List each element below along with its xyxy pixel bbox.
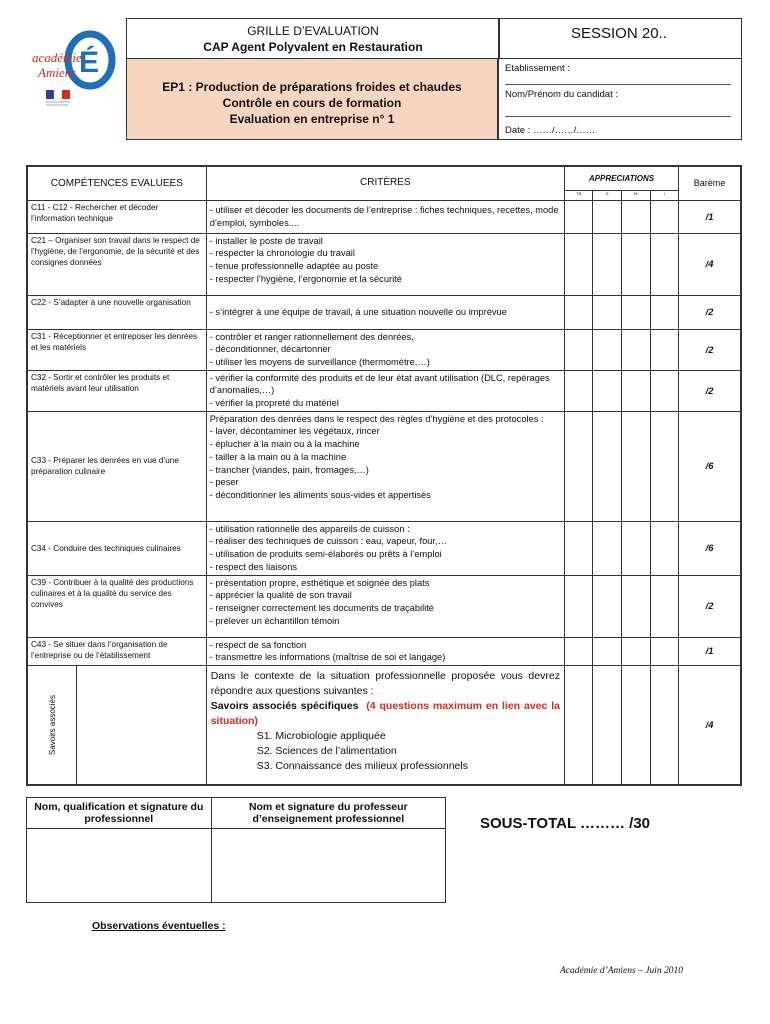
app-cell[interactable]	[593, 637, 622, 665]
criteria-cell	[206, 411, 564, 521]
criteria-line: - respecter la chronologie du travail	[209, 248, 355, 259]
app-cell[interactable]	[564, 329, 593, 370]
ep1-box	[126, 58, 498, 140]
bareme-cell: /2	[679, 370, 741, 411]
criteria-cell	[206, 329, 564, 370]
controle-title: Contrôle en cours de formation	[222, 96, 402, 110]
criteria-row	[27, 411, 741, 521]
criteria-line: - trancher (viandes, pain, fromages,…)	[209, 464, 369, 475]
ep1-title: EP1 : Production de préparations froides et chaudes	[162, 80, 462, 94]
app-cell[interactable]	[564, 575, 593, 637]
criteria-cell	[206, 521, 564, 575]
criteria-row	[27, 295, 741, 329]
logo-text-2: Amiens	[38, 65, 77, 80]
bareme-cell: /2	[679, 329, 741, 370]
app-cell[interactable]	[593, 233, 622, 295]
savoirs-bareme: /4	[679, 665, 741, 785]
app-cell[interactable]	[593, 295, 622, 329]
competence-cell: C43 - Se situer dans l’organisation de l’entreprise ou de l’établissement	[27, 637, 206, 665]
savoir-item: S2. Sciences de l’alimentation	[256, 744, 397, 757]
head-competences: COMPÉTENCES EVALUEES	[27, 166, 206, 200]
app-cell[interactable]	[593, 575, 622, 637]
logo-letter: É	[79, 46, 100, 79]
criteria-row	[27, 370, 741, 411]
bareme-cell: /1	[679, 637, 741, 665]
criteria-row	[27, 575, 741, 637]
cap-title: CAP Agent Polyvalent en Restauration	[203, 40, 423, 54]
criteria-line: - apprécier la qualité de son travail	[209, 590, 352, 601]
criteria-line: - laver, décontaminer les végétaux, rincer	[209, 426, 380, 437]
savoirs-left-cell	[27, 665, 206, 785]
criteria-cell	[206, 200, 564, 233]
evaluation-table	[26, 165, 742, 786]
app-cell[interactable]	[564, 370, 593, 411]
criteria-line: Préparation des denrées dans le respect des règles d’hygiène et des protocoles :	[209, 413, 544, 424]
footer-text: Académie d’Amiens – Juin 2010	[560, 966, 683, 976]
candidate-info-box	[498, 58, 742, 140]
criteria-line: - déconditionner les aliments sous-vides et appertisés	[209, 489, 431, 500]
app-cell[interactable]	[621, 295, 650, 329]
head-criteres: CRITÈRES	[206, 166, 564, 200]
app-cell[interactable]	[593, 665, 622, 785]
app-cell[interactable]	[593, 329, 622, 370]
app-cell[interactable]	[593, 521, 622, 575]
app-cell[interactable]	[564, 200, 593, 233]
criteria-line: - utiliser les moyens de surveillance (thermomètre,…)	[209, 356, 430, 367]
criteria-line: - s’intégrer à une équipe de travail, à une situation nouvelle ou imprévue	[209, 306, 507, 317]
criteria-cell	[206, 637, 564, 665]
app-cell[interactable]	[621, 200, 650, 233]
competence-cell: C21 – Organiser son travail dans le respect de l’hygiène, de l’ergonomie, de la sécurité et des consignes données	[27, 233, 206, 295]
criteria-cell	[206, 295, 564, 329]
app-cell[interactable]	[650, 329, 679, 370]
app-cell[interactable]	[650, 665, 679, 785]
evaluation-title: Evaluation en entreprise n° 1	[229, 112, 395, 126]
bareme-cell: /4	[679, 233, 741, 295]
criteria-line: - présentation propre, esthétique et soignée des plats	[209, 577, 430, 588]
academie-logo	[24, 22, 124, 117]
criteria-cell	[206, 575, 564, 637]
competence-cell: C32 - Sortir et contrôler les produits et matériels avant leur utilisation	[27, 370, 206, 411]
nom-field[interactable]	[505, 106, 731, 117]
head-appreciations: APPRECIATIONS	[564, 166, 678, 190]
app-cell[interactable]	[650, 233, 679, 295]
app-cell[interactable]	[650, 521, 679, 575]
app-cell[interactable]	[621, 233, 650, 295]
app-cell[interactable]	[621, 637, 650, 665]
criteria-line: - transmettre les informations (maîtrise de soi et langage)	[209, 652, 446, 663]
competence-cell: C11 - C12 - Rechercher et décoder l’information technique	[27, 200, 206, 233]
criteria-line: - prélever un échantillon témoin	[209, 615, 340, 626]
criteria-line: - installer le poste de travail	[209, 235, 323, 246]
signature-table	[26, 797, 446, 903]
savoirs-bold: Savoirs associés spécifiques	[210, 699, 359, 712]
criteria-line: - tenue professionnelle adaptée au poste	[209, 260, 379, 271]
sig-pro-label: Nom, qualification et signature du professionnel	[27, 798, 212, 829]
app-cell[interactable]	[621, 665, 650, 785]
criteria-line: - contrôler et ranger rationnellement des denrées,	[209, 331, 414, 342]
criteria-line: - respect des liaisons	[209, 561, 298, 572]
competence-cell: C33 - Préparer les denrées en vue d’une préparation culinaire	[27, 411, 206, 521]
bareme-cell: /6	[679, 411, 741, 521]
observations-label: Observations éventuelles :	[92, 920, 226, 932]
bareme-cell: /2	[679, 575, 741, 637]
etablissement-label: Etablissement :	[505, 63, 570, 74]
app-cell[interactable]	[564, 521, 593, 575]
sig-pro-field[interactable]	[27, 829, 212, 903]
app-cell[interactable]	[650, 295, 679, 329]
criteria-line: - utiliser et décoder les documents de l’entreprise : fiches techniques, recettes, mode d’emploi, symboles....	[209, 204, 559, 228]
criteria-line: - réaliser des techniques de cuisson : eau, vapeur, four,…	[209, 536, 447, 547]
app-cell[interactable]	[621, 521, 650, 575]
app-cell[interactable]	[564, 411, 593, 521]
criteria-cell	[206, 370, 564, 411]
criteria-row	[27, 200, 741, 233]
criteria-line: - peser	[209, 477, 239, 488]
app-cell[interactable]	[650, 200, 679, 233]
savoirs-red: (4 questions maximum en lien avec la situation)	[210, 699, 560, 727]
app-cell[interactable]	[621, 329, 650, 370]
sig-prof-field[interactable]	[211, 829, 445, 903]
savoir-item: S1. Microbiologie appliquée	[256, 729, 386, 742]
head-bareme: Barème	[679, 166, 741, 200]
app-cell[interactable]	[593, 411, 622, 521]
app-cell[interactable]	[564, 665, 593, 785]
criteria-row	[27, 521, 741, 575]
savoirs-rot-label: Savoirs associés	[47, 694, 57, 755]
app-cell[interactable]	[621, 411, 650, 521]
date-label: Date : ……/……/……	[505, 125, 596, 136]
app-cell[interactable]	[650, 575, 679, 637]
logo-text-1: académie	[32, 50, 82, 65]
app-cell[interactable]	[564, 295, 593, 329]
sig-prof-label: Nom et signature du professeur d’enseignement professionnel	[211, 798, 445, 829]
competence-cell: C22 - S’adapter à une nouvelle organisation	[27, 295, 206, 329]
app-col-m: M	[621, 190, 650, 200]
app-col-i: I	[650, 190, 679, 200]
app-cell[interactable]	[593, 370, 622, 411]
nom-label: Nom/Prénom du candidat :	[505, 89, 619, 100]
app-cell[interactable]	[621, 575, 650, 637]
header-title-box	[126, 18, 500, 59]
criteria-cell	[206, 233, 564, 295]
criteria-line: - vérifier la propreté du matériel	[209, 398, 339, 409]
criteria-line: - tailler à la main ou à la machine	[209, 451, 347, 462]
session-label: SESSION 20..	[498, 18, 742, 58]
savoir-item: S3. Connaissance des milieux professionnels	[256, 759, 468, 772]
app-cell[interactable]	[621, 370, 650, 411]
competence-cell: C34 - Conduire des techniques culinaires	[27, 521, 206, 575]
app-cell[interactable]	[564, 233, 593, 295]
bareme-cell: /6	[679, 521, 741, 575]
savoirs-intro: Dans le contexte de la situation professionnelle proposée vous devrez répondre aux questions suivantes :	[210, 669, 560, 697]
app-col-s: S	[593, 190, 622, 200]
app-col-tb: TB	[564, 190, 593, 200]
app-cell[interactable]	[650, 370, 679, 411]
criteria-row	[27, 329, 741, 370]
criteria-line: - déconditionner, décartonner	[209, 344, 331, 355]
competence-cell: C31 - Réceptionner et entreposer les denrées et les matériels	[27, 329, 206, 370]
criteria-line: - éplucher à la main ou à la machine	[209, 439, 360, 450]
app-cell[interactable]	[593, 200, 622, 233]
etablissement-field[interactable]	[505, 74, 731, 85]
competence-cell: C39 - Contribuer à la qualité des productions culinaires et à la qualité du service des convives	[27, 575, 206, 637]
app-cell[interactable]	[650, 637, 679, 665]
bareme-cell: /2	[679, 295, 741, 329]
sous-total: SOUS-TOTAL ……… /30	[480, 815, 651, 832]
app-cell[interactable]	[650, 411, 679, 521]
savoirs-cell	[206, 665, 564, 785]
bareme-cell: /1	[679, 200, 741, 233]
criteria-line: - vérifier la conformité des produits et de leur état avant utilisation (DLC, repérages d’anomalies,…)	[209, 372, 550, 396]
criteria-row	[27, 233, 741, 295]
grille-title: GRILLE D’EVALUATION	[247, 24, 379, 38]
criteria-line: - utilisation rationnelle des appareils de cuisson :	[209, 523, 410, 534]
criteria-row	[27, 637, 741, 665]
criteria-line: - respecter l’hygiène, l’ergonomie et la sécurité	[209, 273, 402, 284]
app-cell[interactable]	[564, 637, 593, 665]
criteria-line: - utilisation de produits semi-élaborés ou prêts à l’emploi	[209, 549, 442, 560]
criteria-line: - respect de sa fonction	[209, 639, 307, 650]
criteria-line: - renseigner correctement les documents de traçabilité	[209, 602, 434, 613]
